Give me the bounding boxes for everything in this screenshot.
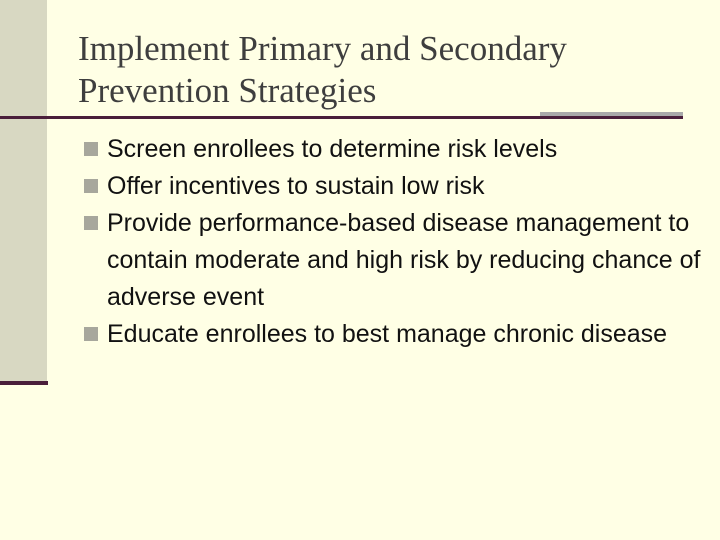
square-bullet-icon bbox=[84, 179, 98, 193]
square-bullet-icon bbox=[84, 216, 98, 230]
bullet-item-disease-management bbox=[84, 205, 704, 316]
bullet-text: Educate enrollees to best manage chronic disease bbox=[107, 320, 668, 348]
title-underline-rule bbox=[0, 116, 683, 119]
bullet-text: Provide performance-based disease management to contain moderate and high risk by reducing chance of adverse event bbox=[107, 209, 701, 311]
bullet-text: Screen enrollees to determine risk levels bbox=[107, 135, 558, 163]
square-bullet-icon bbox=[84, 142, 98, 156]
slide-title bbox=[78, 28, 698, 112]
square-bullet-icon bbox=[84, 327, 98, 341]
slide-title-line-1: Implement Primary and Secondary bbox=[78, 29, 567, 68]
left-band-foot-rule bbox=[0, 381, 48, 385]
bullet-item-screen-enrollees bbox=[84, 131, 704, 168]
slide-title-line-2: Prevention Strategies bbox=[78, 71, 377, 110]
bullet-text: Offer incentives to sustain low risk bbox=[107, 172, 485, 200]
bullet-list bbox=[84, 131, 704, 353]
bullet-item-educate-enrollees bbox=[84, 316, 704, 353]
bullet-item-offer-incentives bbox=[84, 168, 704, 205]
left-decorative-band bbox=[0, 0, 47, 383]
